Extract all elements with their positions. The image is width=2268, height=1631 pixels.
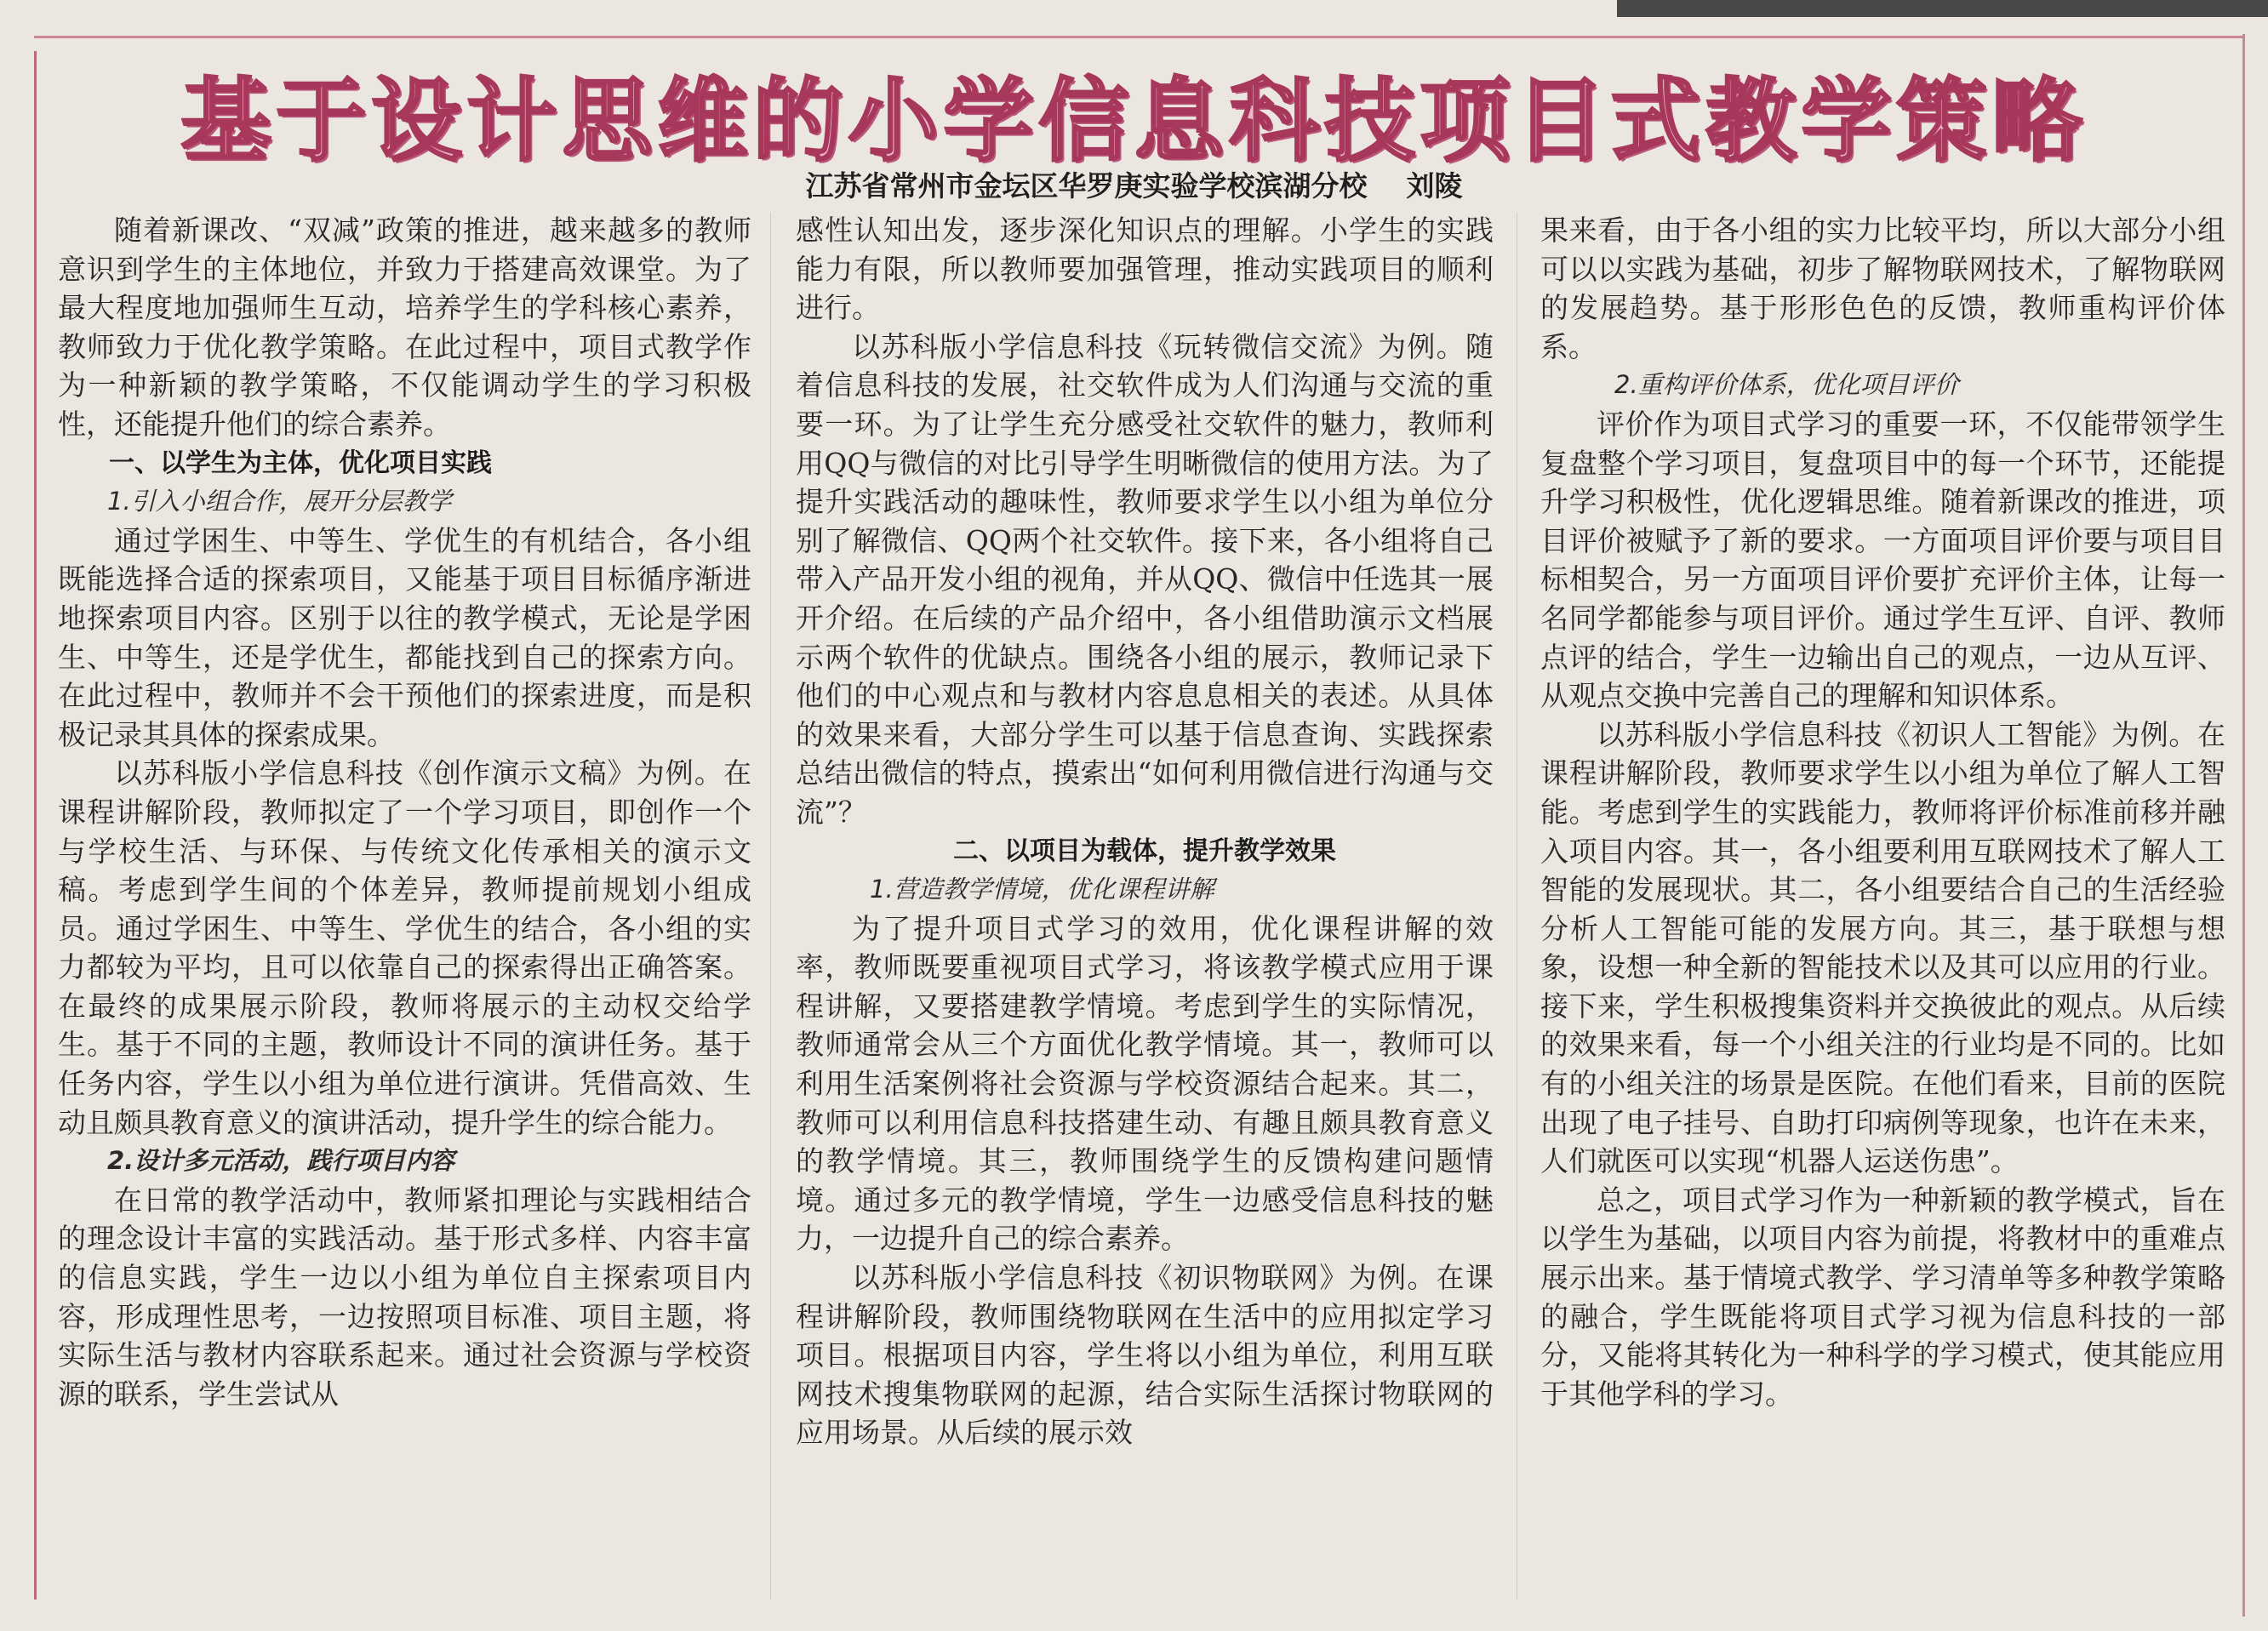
paragraph: 果来看，由于各小组的实力比较平均，所以大部分小组可以以实践为基础，初步了解物联网技术，了解物联网的发展趋势。基于形形色色的反馈，教师重构评价体系。 — [1540, 214, 2225, 363]
section-heading-2: 二、以项目为载体，提升教学效果 — [953, 835, 1336, 866]
paragraph: 为了提升项目式学习的效用，优化课程讲解的效率，教师既要重视项目式学习，将该教学模式应用于课程讲解，又要搭建教学情境。考虑到学生的实际情况，教师通常会从三个方面优化教学情境。其一，教师可以利用生活案例将社会资源与学校资源结合起来。其二，教师可以利用信息科技搭建生动、有趣且颇具教育意义的教学情境。其三，教师围绕学生的反馈构建问题情境。通过多元的教学情境，学生一边感受信息科技的魅力，一边提升自己的综合素养。 — [796, 911, 1494, 1256]
top-border-rule — [34, 36, 2245, 38]
paragraph: 通过学困生、中等生、学优生的有机结合，各小组既能选择合适的探索项目，又能基于项目目标循序渐进地探索项目内容。区别于以往的教学模式，无论是学困生、中等生，还是学优生，都能找到自己的探索方向。在此过程中，教师并不会干预他们的探索进度，而是积极记录其具体的探索成果。 — [58, 523, 751, 751]
subsection-heading-1-1: 1.引入小组合作，展开分层教学 — [107, 487, 452, 516]
left-border-rule — [34, 51, 37, 1600]
column-divider — [770, 213, 771, 1600]
subsection-heading-1-2: 2.设计多元活动，践行项目内容 — [107, 1146, 455, 1176]
paragraph: 评价作为项目式学习的重要一环，不仅能带领学生复盘整个学习项目，复盘项目中的每一个环节，还能提升学习积极性，优化逻辑思维。随着新课改的推进，项目评价被赋予了新的要求。一方面项目评价要与项目目标相契合，另一方面项目评价要扩充评价主体，让每一名同学都能参与项目评价。通过学生互评、自评、教师点评的结合，学生一边输出自己的观点，一边从互评、从观点交换中完善自己的理解和知识体系。 — [1540, 407, 2225, 713]
paragraph: 感性认知出发，逐步深化知识点的理解。小学生的实践能力有限，所以教师要加强管理，推动实践项目的顺利进行。 — [796, 214, 1494, 325]
subsection-heading-2-2: 2.重构评价体系，优化项目评价 — [1614, 370, 1959, 400]
paragraph: 在日常的教学活动中，教师紧扣理论与实践相结合的理念设计丰富的实践活动。基于形式多样、内容丰富的信息实践，学生一边以小组为单位自主探索项目内容，形成理性思考，一边按照项目标准、项目主题，将实际生活与教材内容联系起来。通过社会资源与学校资源的联系，学生尝试从 — [58, 1183, 751, 1411]
column-2 — [796, 211, 1494, 1452]
column-1 — [58, 211, 751, 1413]
paragraph: 以苏科版小学信息科技《初识人工智能》为例。在课程讲解阶段，教师要求学生以小组为单位了解人工智能。考虑到学生的实践能力，教师将评价标准前移并融入项目内容。其一，各小组要利用互联网技术了解人工智能的发展现状。其二，各小组要结合自己的生活经验分析人工智能可能的发展方向。其三，基于联想与想象，设想一种全新的智能技术以及其可以应用的行业。接下来，学生积极搜集资料并交换彼此的观点。从后续的效果来看，每一个小组关注的行业均是不同的。比如有的小组关注的场景是医院。在他们看来，目前的医院出现了电子挂号、自助打印病例等现象，也许在未来，人们就医可以实现“机器人运送伤患”。 — [1540, 717, 2225, 1178]
subsection-heading-2-1: 1.营造教学情境，优化课程讲解 — [870, 875, 1214, 904]
paragraph: 以苏科版小学信息科技《玩转微信交流》为例。随着信息科技的发展，社交软件成为人们沟通与交流的重要一环。为了让学生充分感受社交软件的魅力，教师利用QQ与微信的对比引导学生明晰微信的使用方法。为了提升实践活动的趣味性，教师要求学生以小组为单位分别了解微信、QQ两个社交软件。接下来，各小组将自己带入产品开发小组的视角，并从QQ、微信中任选其一展开介绍。在后续的产品介绍中，各小组借助演示文档展示两个软件的优缺点。围绕各小组的展示，教师记录下他们的中心观点和与教材内容息息相关的表述。从具体的效果来看，大部分学生可以基于信息查询、实践探索总结出微信的特点，摸索出“如何利用微信进行沟通与交流”？ — [796, 329, 1494, 829]
column-3 — [1540, 211, 2225, 1413]
paragraph: 以苏科版小学信息科技《创作演示文稿》为例。在课程讲解阶段，教师拟定了一个学习项目，即创作一个与学校生活、与环保、与传统文化传承相关的演示文稿。考虑到学生间的个体差异，教师提前规划小组成员。通过学困生、中等生、学优生的结合，各小组的实力都较为平均，且可以依靠自己的探索得出正确答案。在最终的成果展示阶段，教师将展示的主动权交给学生。基于不同的主题，教师设计不同的演讲任务。基于任务内容，学生以小组为单位进行演讲。凭借高效、生动且颇具教育意义的演讲活动，提升学生的综合能力。 — [58, 756, 751, 1139]
paragraph: 随着新课改、“双减”政策的推进，越来越多的教师意识到学生的主体地位，并致力于搭建高效课堂。为了最大程度地加强师生互动，培养学生的学科核心素养，教师致力于优化教学策略。在此过程中，项目式教学作为一种新颖的教学策略，不仅能调动学生的学习积极性，还能提升他们的综合素养。 — [58, 214, 751, 441]
masthead-strip — [1617, 0, 2268, 17]
article-byline: 江苏省常州市金坛区华罗庚实验学校滨湖分校 刘陵 — [805, 169, 1463, 202]
article-title: 基于设计思维的小学信息科技项目式教学策略 — [180, 69, 2088, 174]
paragraph: 总之，项目式学习作为一种新颖的教学模式，旨在以学生为基础，以项目内容为前提，将教材中的重难点展示出来。基于情境式教学、学习清单等多种教学策略的融合，学生既能将项目式学习视为信息科技的一部分，又能将其转化为一种科学的学习模式，使其能应用于其他学科的学习。 — [1540, 1183, 2225, 1411]
paragraph: 以苏科版小学信息科技《初识物联网》为例。在课程讲解阶段，教师围绕物联网在生活中的应用拟定学习项目。根据项目内容，学生将以小组为单位，利用互联网技术搜集物联网的起源，结合实际生活探讨物联网的应用场景。从后续的展示效 — [796, 1261, 1494, 1450]
right-border-rule — [2242, 34, 2245, 1617]
section-heading-1: 一、以学生为主体，优化项目实践 — [109, 448, 492, 478]
